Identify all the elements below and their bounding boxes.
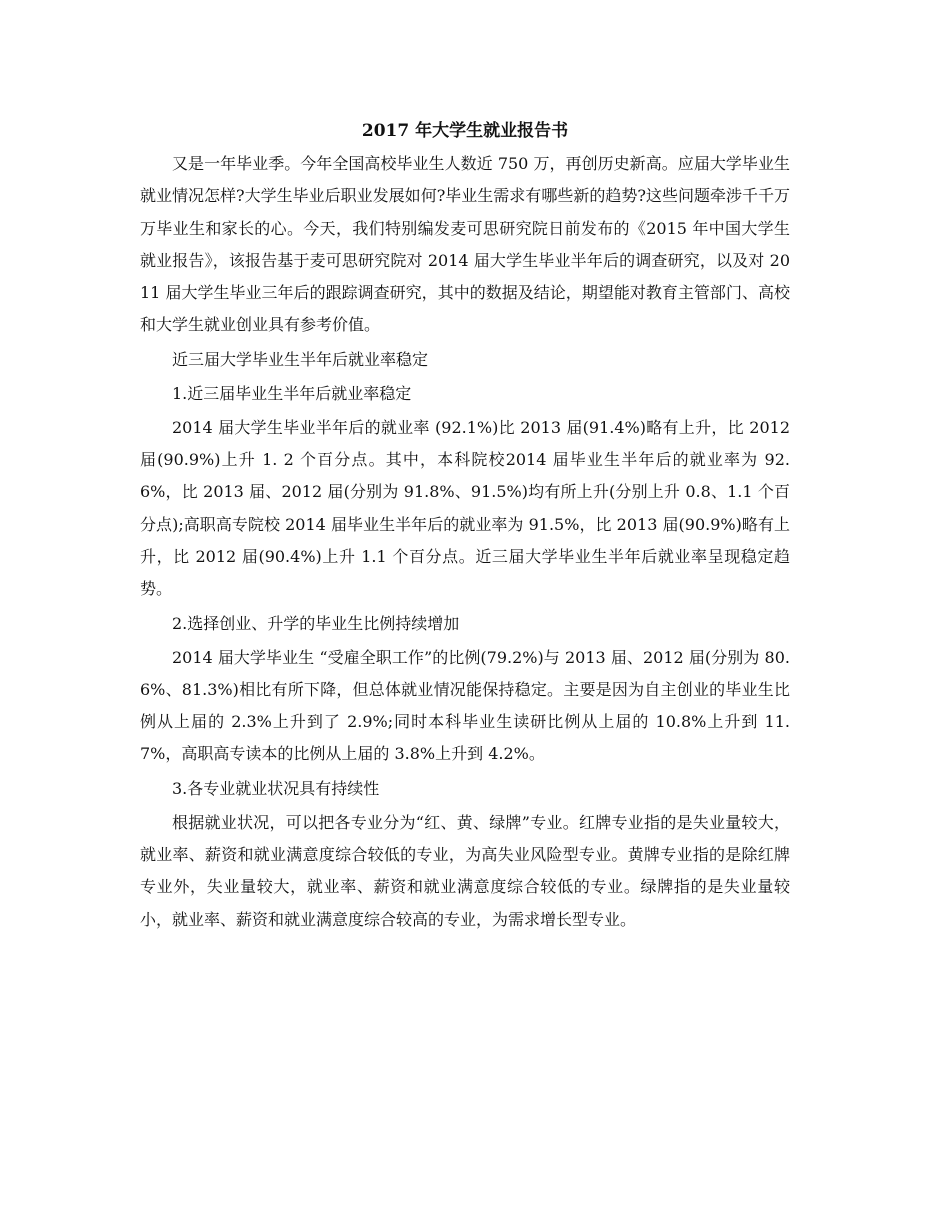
document-content [140, 118, 790, 938]
intro-paragraph: 又是一年毕业季。今年全国高校毕业生人数近 750 万，再创历史新高。应届大学毕业生就业情况怎样?大学生毕业后职业发展如何?毕业生需求有哪些新的趋势?这些问题牵涉千千万万毕业生和家长的心。今天，我们特别编发麦可思研究院日前发布的《2015 年中国大学生就业报告》，该报告基于麦可思研究院对 2014 届大学生毕业半年后的调查研究，以及对 2011 届大学生毕业三年后的跟踪调查研究，其中的数据及结论，期望能对教育主管部门、高校和大学生就业创业具有参考价值。 [140, 154, 790, 335]
section-title: 近三届大学毕业生半年后就业率稳定 [172, 349, 429, 369]
document-title: 2017 年大学生就业报告书 [361, 121, 569, 141]
section-3-heading: 3.各专业就业状况具有持续性 [172, 778, 380, 798]
section-1-heading: 1.近三届毕业生半年后就业率稳定 [172, 383, 412, 403]
section-1-body: 2014 届大学生毕业半年后的就业率 (92.1%)比 2013 届(91.4%)略有上升，比 2012 届(90.9%)上升 1. 2 个百分点。其中，本科院校2014 届毕业生半年后的就业率为 92.6%，比 2013 届、2012 届(分别为 91.8%、91.5%)均有所上升(分别上升 0.8、1.1 个百分点);高职高专院校 2014 届毕业生半年后的就业率为 91.5%，比 2013 届(90.9%)略有上升，比 2012 届(90.4%)上升 1.1 个百分点。近三届大学毕业生半年后就业率呈现稳定趋势。 [140, 417, 790, 599]
section-2-heading: 2.选择创业、升学的毕业生比例持续增加 [172, 613, 460, 633]
section-2-body: 2014 届大学毕业生 “受雇全职工作”的比例(79.2%)与 2013 届、2012 届(分别为 80.6%、81.3%)相比有所下降，但总体就业情况能保持稳定。主要是因为自主创业的毕业生比例从上届的 2.3%上升到了 2.9%;同时本科毕业生读研比例从上届的 10.8%上升到 11.7%，高职高专读本的比例从上届的 3.8%上升到 4.2%。 [140, 647, 790, 764]
section-3-body: 根据就业状况，可以把各专业分为“红、黄、绿牌”专业。红牌专业指的是失业量较大，就业率、薪资和就业满意度综合较低的专业，为高失业风险型专业。黄牌专业指的是除红牌专业外，失业量较大，就业率、薪资和就业满意度综合较低的专业。绿牌指的是失业量较小，就业率、薪资和就业满意度综合较高的专业，为需求增长型专业。 [140, 812, 790, 929]
